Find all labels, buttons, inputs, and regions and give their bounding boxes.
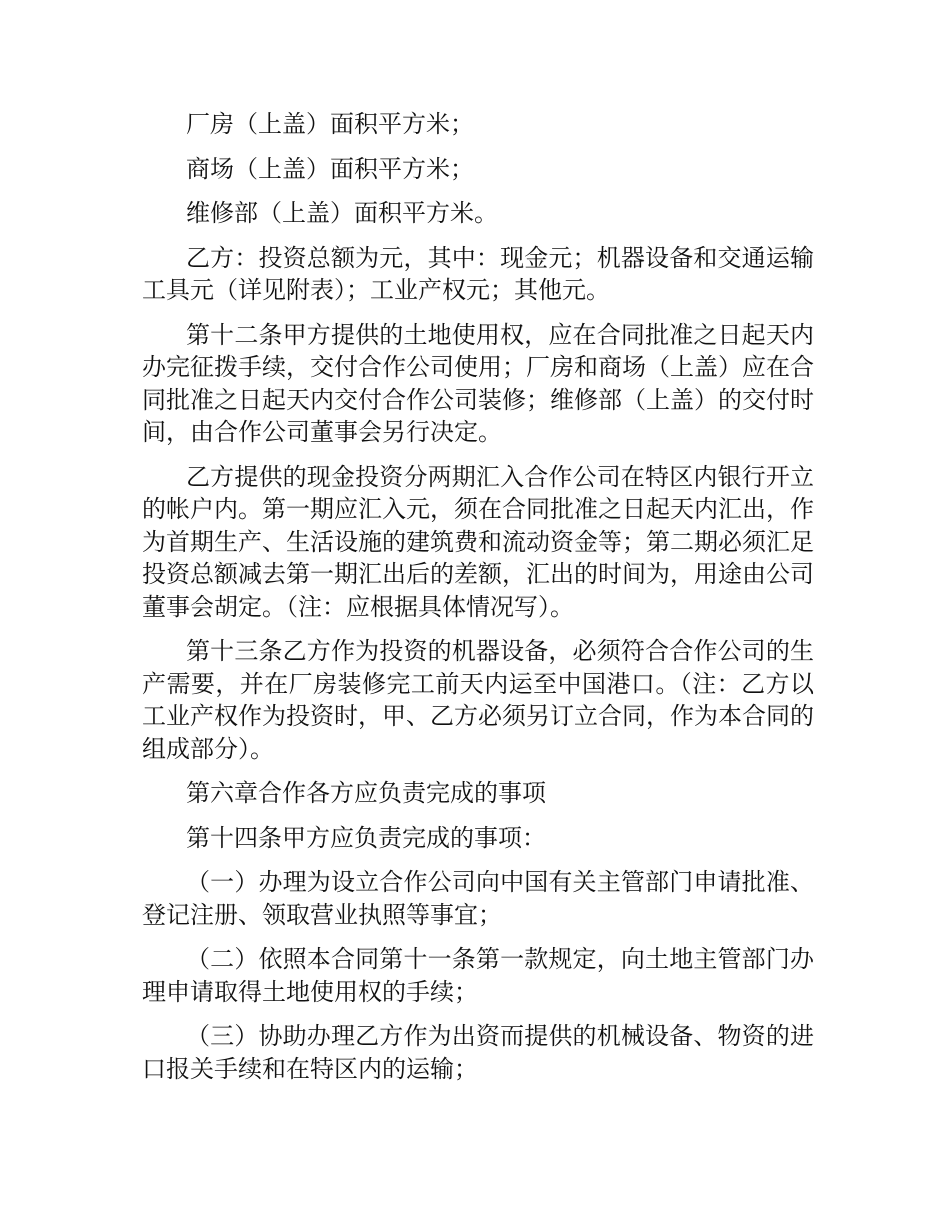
paragraph-repair-area: 维修部（上盖）面积平方米。 — [186, 199, 498, 227]
paragraph-article-12: 第十二条甲方提供的土地使用权，应在合同批准之日起天内办完征拨手续，交付合作公司使用；厂房和商场（上盖）应在合同批准之日起天内交付合作公司装修；维修部（上盖）的交付时间，由合作公司董事会另行决定。 — [142, 320, 814, 446]
list-item-1: （一）办理为设立合作公司向中国有关主管部门申请批准、登记注册、领取营业执照等事宜； — [142, 868, 814, 929]
paragraph-article-14: 第十四条甲方应负责完成的事项： — [186, 823, 546, 852]
list-item-3: （三）协助办理乙方作为出资而提供的机械设备、物资的进口报关手续和在特区内的运输； — [142, 1022, 814, 1083]
paragraph-party-b-investment: 乙方：投资总额为元，其中：现金元；机器设备和交通运输工具元（详见附表）；工业产权元；其他元。 — [142, 243, 814, 304]
list-item-2: （二）依照本合同第十一条第一款规定，向土地主管部门办理申请取得土地使用权的手续； — [142, 945, 814, 1006]
paragraph-article-13: 第十三条乙方作为投资的机器设备，必须符合合作公司的生产需要，并在厂房装修完工前天内运至中国港口。（注：乙方以工业产权作为投资时，甲、乙方必须另订立合同，作为本合同的组成部分）。 — [142, 637, 814, 763]
document-body — [142, 108, 814, 1097]
paragraph-factory-area: 厂房（上盖）面积平方米； — [186, 110, 474, 138]
chapter-6-heading: 第六章合作各方应负责完成的事项 — [186, 779, 546, 807]
paragraph-cash-installments: 乙方提供的现金投资分两期汇入合作公司在特区内银行开立的帐户内。第一期应汇入元，须在合同批准之日起天内汇出，作为首期生产、生活设施的建筑费和流动资金等；第二期必须汇足投资总额减去第一期汇出后的差额，汇出的时间为，用途由公司董事会胡定。（注：应根据具体情况写）。 — [142, 462, 814, 621]
paragraph-mall-area: 商场（上盖）面积平方米； — [186, 154, 474, 183]
